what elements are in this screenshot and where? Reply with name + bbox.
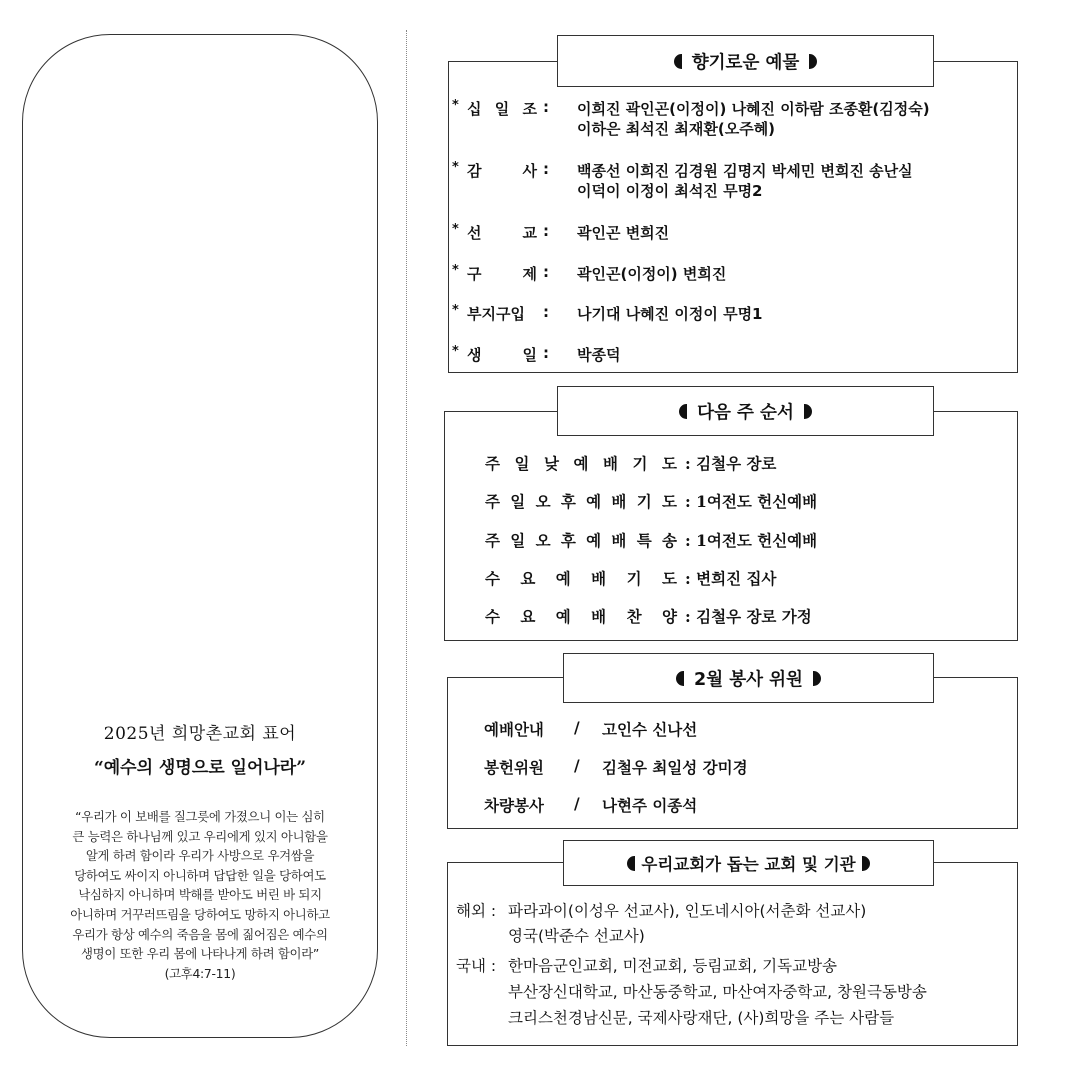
next-week-label: 주 일 오 후 예 배 기 도 (485, 492, 677, 511)
service-label: 예배안내 (484, 720, 544, 739)
bullet-icon: * (452, 222, 459, 237)
motto-panel (22, 34, 378, 1038)
service-title: 2월 봉사 위원 (563, 653, 934, 703)
page-fold-divider (406, 30, 407, 1046)
bullet-icon: * (452, 303, 459, 318)
offering-names: 백종선 이희진 김경원 김명지 박세민 변희진 송난실 (577, 162, 913, 180)
service-names: 고인수 신나선 (602, 720, 698, 739)
next-week-label: 주 일 오 후 예 배 특 송 (485, 531, 677, 550)
offering-names: 이희진 곽인곤(이정이) 나혜진 이하람 조종환(김정숙) (577, 100, 930, 118)
support-section (447, 862, 1018, 1046)
next-week-section (444, 411, 1018, 641)
bible-verse (29, 807, 371, 983)
motto-title: “예수의 생명으로 일어나라” (93, 758, 307, 778)
offering-names: 곽인곤 변희진 (577, 224, 670, 242)
next-week-value: : 변희진 집사 (685, 569, 777, 588)
verse-line: 아니하며 거꾸러뜨림을 당하여도 망하지 아니하고 (70, 906, 330, 922)
offering-label: 십 일 조 (467, 100, 537, 118)
service-label: 봉헌위원 (484, 758, 544, 777)
half-circle-right-icon (809, 54, 817, 69)
domestic-label: 국내 : (456, 957, 497, 975)
bullet-icon: * (452, 263, 459, 278)
bullet-icon: * (452, 344, 459, 359)
offering-label: 선 교 (467, 224, 537, 242)
verse-line: 우리가 항상 예수의 죽음을 몸에 짊어짐은 예수의 (72, 926, 328, 942)
offering-names: 이덕이 이정이 최석진 무명2 (577, 182, 763, 200)
half-circle-right-icon (813, 671, 821, 686)
verse-line: 알게 하려 함이라 우리가 사방으로 우겨쌈을 (85, 848, 315, 864)
half-circle-left-icon (676, 671, 684, 686)
offering-label: 생 일 (467, 346, 537, 364)
overseas-line: 파라과이(이성우 선교사), 인도네시아(서춘화 선교사) (508, 902, 867, 920)
verse-line: 낙심하지 아니하며 박해를 받아도 버린 바 되지 (78, 887, 322, 903)
verse-reference: (고후4:7-11) (164, 965, 236, 981)
next-week-value: : 1여전도 헌신예배 (685, 492, 818, 511)
offering-names: 곽인곤(이정이) 변희진 (577, 265, 727, 283)
next-week-title: 다음 주 순서 (557, 386, 934, 436)
next-week-value: : 김철우 장로 가정 (685, 607, 812, 626)
offering-section: * 십 일 조 : 이희진 곽인곤(이정이) 나혜진 이하람 조종환(김정숙) 이하은 최석진 최재환(오주혜) * 감 사 : 백종선 이희진 김경원 김명지 박세민 변희진 송난실 이덕이 이정이 최석진 무명2 * 선 교 : 곽인곤 변희진 * 구 제 : 곽인곤(이정이) 변희진 * 부지구입 : 나기대 나혜진 이정이 무명1 * 생 일 : 박종덕 (448, 61, 1018, 373)
half-circle-left-icon (627, 856, 635, 871)
bullet-icon: * (452, 160, 459, 175)
next-week-label: 수 요 예 배 기 도 (485, 569, 677, 588)
domestic-line: 부산장신대학교, 마산동중학교, 마산여자중학교, 창원극동방송 (508, 983, 927, 1001)
support-title: 우리교회가 돕는 교회 및 기관 (563, 840, 934, 886)
bullet-icon: * (452, 98, 459, 113)
next-week-value: : 1여전도 헌신예배 (685, 531, 818, 550)
next-week-label: 수 요 예 배 찬 양 (485, 607, 677, 626)
next-week-label: 주 일 낮 예 배 기 도 (485, 454, 677, 473)
verse-line: 큰 능력은 하나님께 있고 우리에게 있지 아니함을 (72, 828, 328, 844)
service-names: 나현주 이종석 (602, 796, 698, 815)
offering-label: 구 제 (467, 265, 537, 283)
overseas-line: 영국(박준수 선교사) (508, 927, 645, 945)
offering-title: 향기로운 예물 (557, 35, 934, 87)
verse-line: “우리가 이 보배를 질그릇에 가졌으니 이는 심히 (75, 809, 325, 824)
half-circle-right-icon (862, 856, 870, 871)
domestic-line: 한마음군인교회, 미전교회, 등림교회, 기독교방송 (508, 957, 838, 975)
service-label: 차량봉사 (484, 796, 544, 815)
overseas-label: 해외 : (456, 902, 497, 920)
offering-names: 이하은 최석진 최재환(오주혜) (577, 120, 776, 138)
service-names: 김철우 최일성 강미경 (602, 758, 748, 777)
half-circle-right-icon (804, 404, 812, 419)
half-circle-left-icon (679, 404, 687, 419)
service-section: 예배안내 / 고인수 신나선 봉헌위원 / 김철우 최일성 강미경 차량봉사 / 나현주 이종석 (447, 677, 1018, 829)
offering-label: 감 사 (467, 162, 537, 180)
verse-line: 생명이 또한 우리 몸에 나타나게 하려 함이라” (81, 946, 319, 962)
offering-names: 박종덕 (577, 346, 621, 364)
motto-year: 2025년 희망촌교회 표어 (103, 724, 297, 744)
verse-line: 당하여도 싸이지 아니하며 답답한 일을 당하여도 (74, 867, 326, 883)
offering-label: 부지구입 (467, 305, 525, 323)
half-circle-left-icon (674, 54, 682, 69)
offering-names: 나기대 나혜진 이정이 무명1 (577, 305, 763, 323)
next-week-value: : 김철우 장로 (685, 454, 777, 473)
domestic-line: 크리스천경남신문, 국제사랑재단, (사)희망을 주는 사람들 (508, 1009, 895, 1027)
